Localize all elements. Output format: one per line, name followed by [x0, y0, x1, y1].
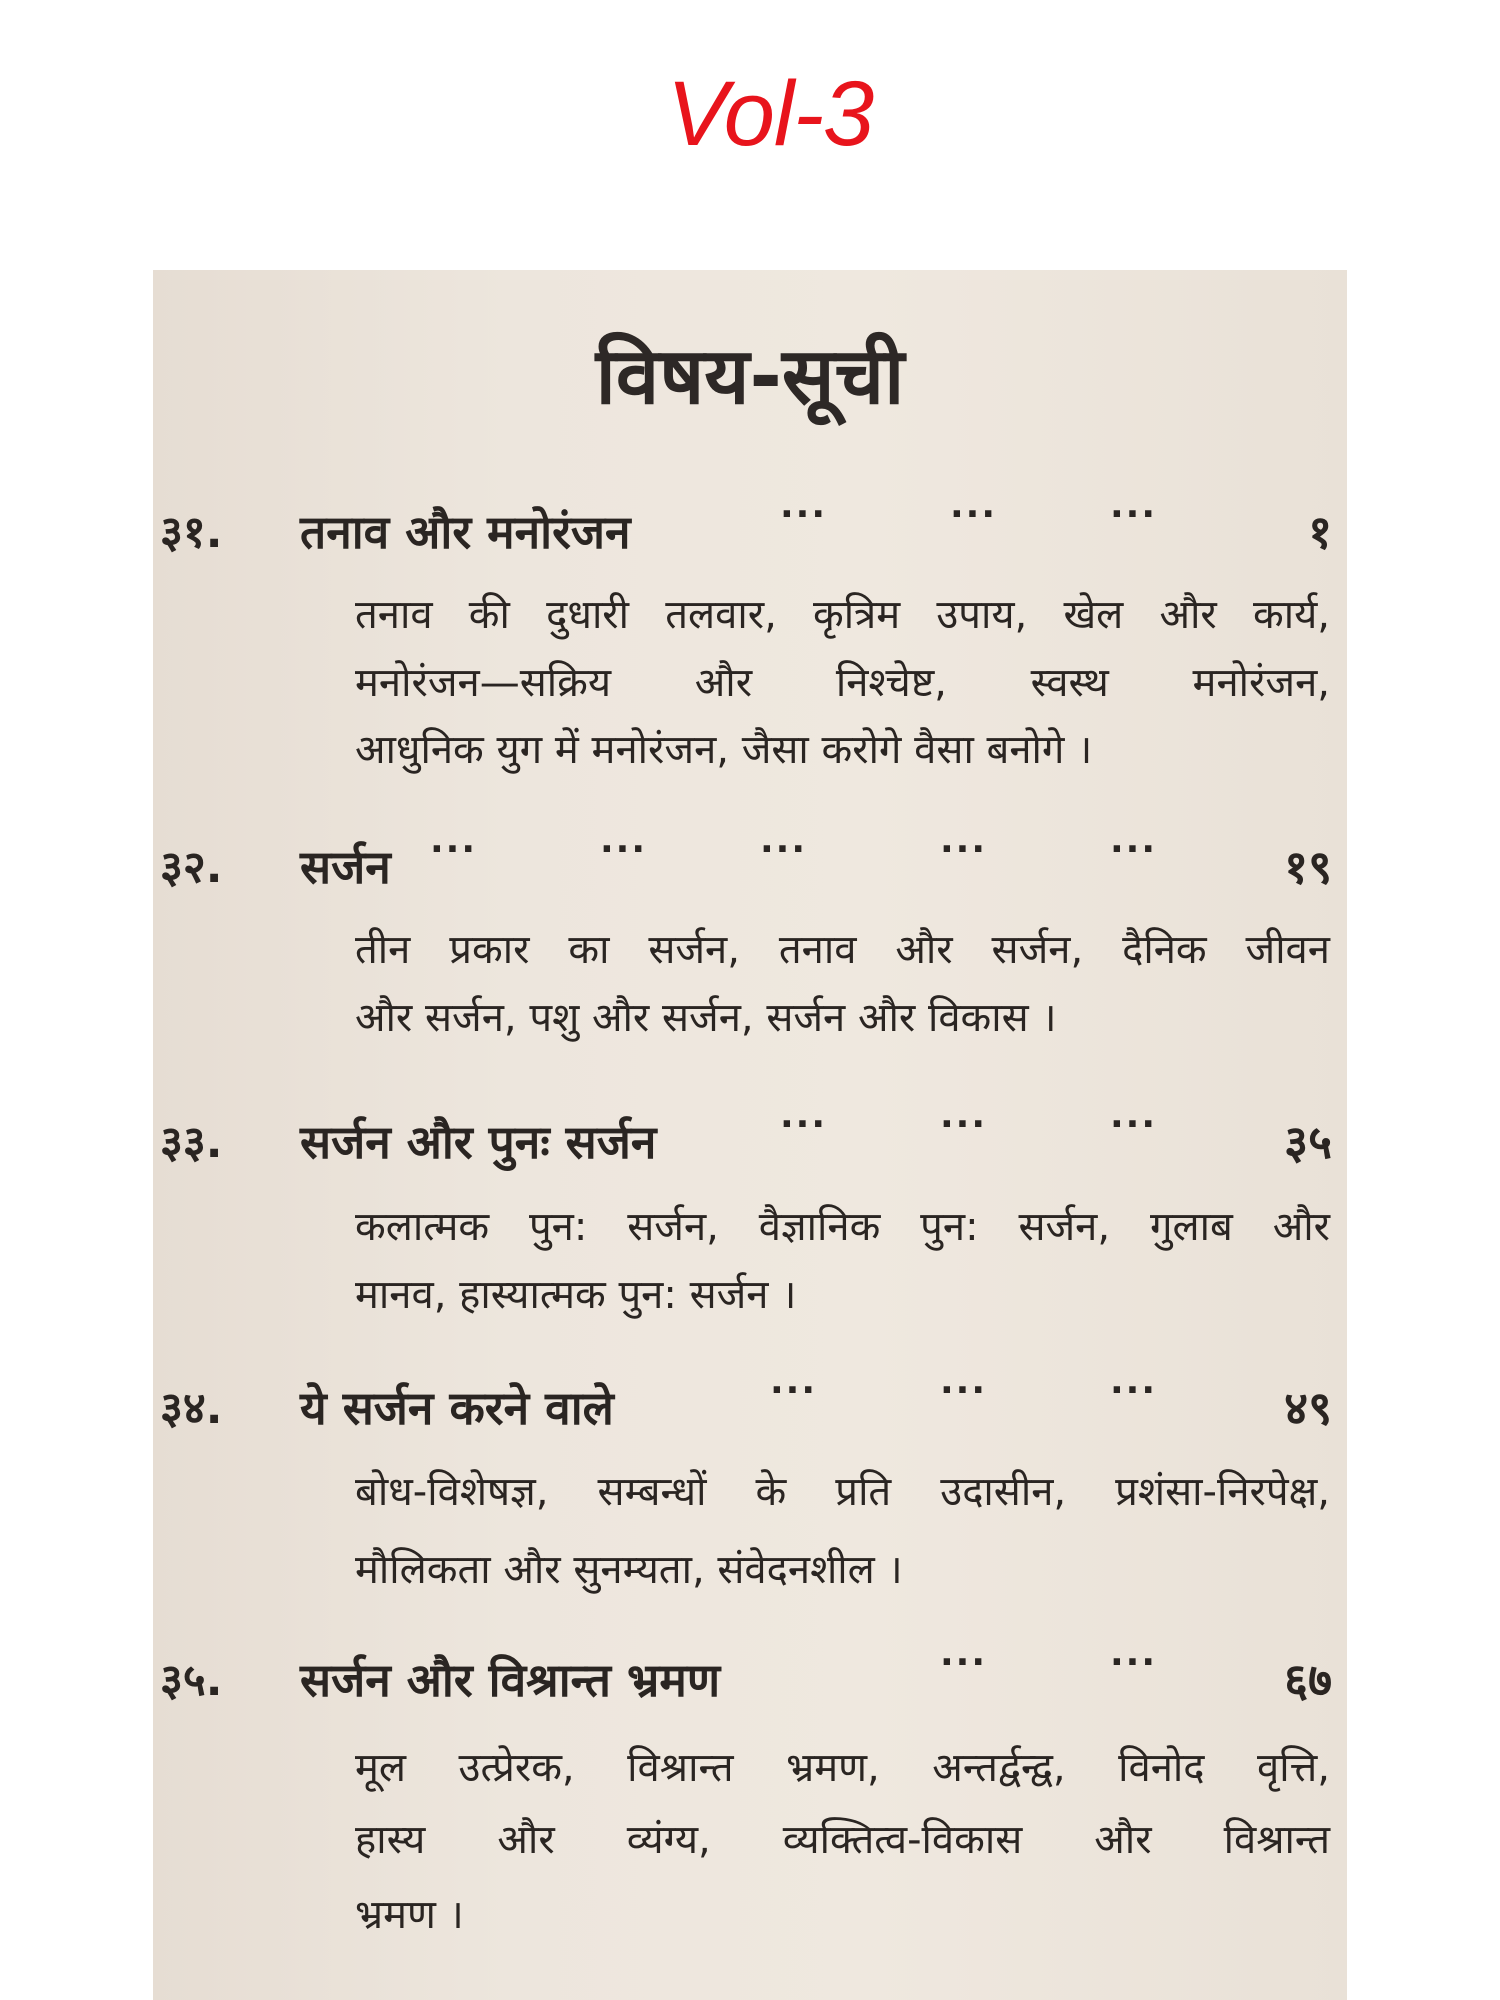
entry-description-line: तीन प्रकार का सर्जन, तनाव और सर्जन, दैनिक जीवन [355, 927, 1330, 973]
entry-heading: सर्जन [300, 840, 391, 894]
entry-number: ३२. [160, 842, 223, 893]
leader-dots: ··· [760, 829, 808, 870]
leader-dots: ··· [430, 829, 478, 870]
toc-entry [160, 494, 1332, 570]
entry-heading: सर्जन और पुनः सर्जन [300, 1115, 657, 1169]
entry-description-line: मनोरंजन—सक्रिय और निश्चेष्ट, स्वस्थ मनोरंजन, [355, 660, 1330, 706]
leader-dots: ··· [940, 1370, 988, 1411]
entry-page: ६७ [1284, 1653, 1332, 1707]
entry-description-line: तनाव की दुधारी तलवार, कृत्रिम उपाय, खेल और कार्य, [355, 592, 1330, 638]
leader-dots: ··· [770, 1370, 818, 1411]
leader-dots: ··· [600, 829, 648, 870]
entry-description-line: भ्रमण । [355, 1892, 464, 1938]
entry-description-line: बोध-विशेषज्ञ, सम्बन्धों के प्रति उदासीन, प्रशंसा-निरपेक्ष, [355, 1469, 1330, 1515]
entry-number: ३४. [160, 1383, 223, 1434]
entry-description-line: मौलिकता और सुनम्यता, संवेदनशील । [355, 1547, 903, 1593]
entry-number: ३१. [160, 507, 223, 558]
leader-dots: ··· [1110, 1642, 1158, 1683]
leader-dots: ··· [940, 1104, 988, 1145]
leader-dots: ··· [780, 494, 828, 535]
entry-description-line: हास्य और व्यंग्य, व्यक्तित्व-विकास और विश्रान्त [355, 1817, 1330, 1863]
page-title: विषय-सूची [595, 332, 905, 422]
toc-entry [160, 1104, 1332, 1180]
leader-dots: ··· [1110, 829, 1158, 870]
entry-page: ४९ [1284, 1381, 1332, 1435]
leader-dots: ··· [1110, 494, 1158, 535]
leader-dots: ··· [1110, 1104, 1158, 1145]
entry-description-line: कलात्मक पुन: सर्जन, वैज्ञानिक पुन: सर्जन, गुलाब और [355, 1204, 1330, 1250]
entry-description-line: मानव, हास्यात्मक पुन: सर्जन । [355, 1272, 797, 1318]
entry-page: १ [1308, 505, 1332, 559]
entry-page: १९ [1284, 840, 1332, 894]
leader-dots: ··· [940, 1642, 988, 1683]
entry-number: ३५. [160, 1655, 223, 1706]
leader-dots: ··· [780, 1104, 828, 1145]
entry-heading: सर्जन और विश्रान्त भ्रमण [300, 1653, 721, 1707]
entry-number: ३३. [160, 1117, 223, 1168]
toc-entry [160, 829, 1332, 905]
entry-description-line: मूल उत्प्रेरक, विश्रान्त भ्रमण, अन्तर्द्वन्द्व, विनोद वृत्ति, [355, 1745, 1330, 1791]
entry-heading: तनाव और मनोरंजन [300, 505, 631, 559]
entry-heading: ये सर्जन करने वाले [300, 1381, 614, 1435]
toc-entry [160, 1370, 1332, 1446]
entry-page: ३५ [1284, 1115, 1332, 1169]
leader-dots: ··· [950, 494, 998, 535]
entry-description-line: आधुनिक युग में मनोरंजन, जैसा करोगे वैसा बनोगे । [355, 727, 1093, 773]
volume-label: Vol-3 [666, 63, 874, 165]
entry-description-line: और सर्जन, पशु और सर्जन, सर्जन और विकास । [355, 995, 1057, 1041]
leader-dots: ··· [1110, 1370, 1158, 1411]
leader-dots: ··· [940, 829, 988, 870]
toc-entry [160, 1642, 1332, 1718]
